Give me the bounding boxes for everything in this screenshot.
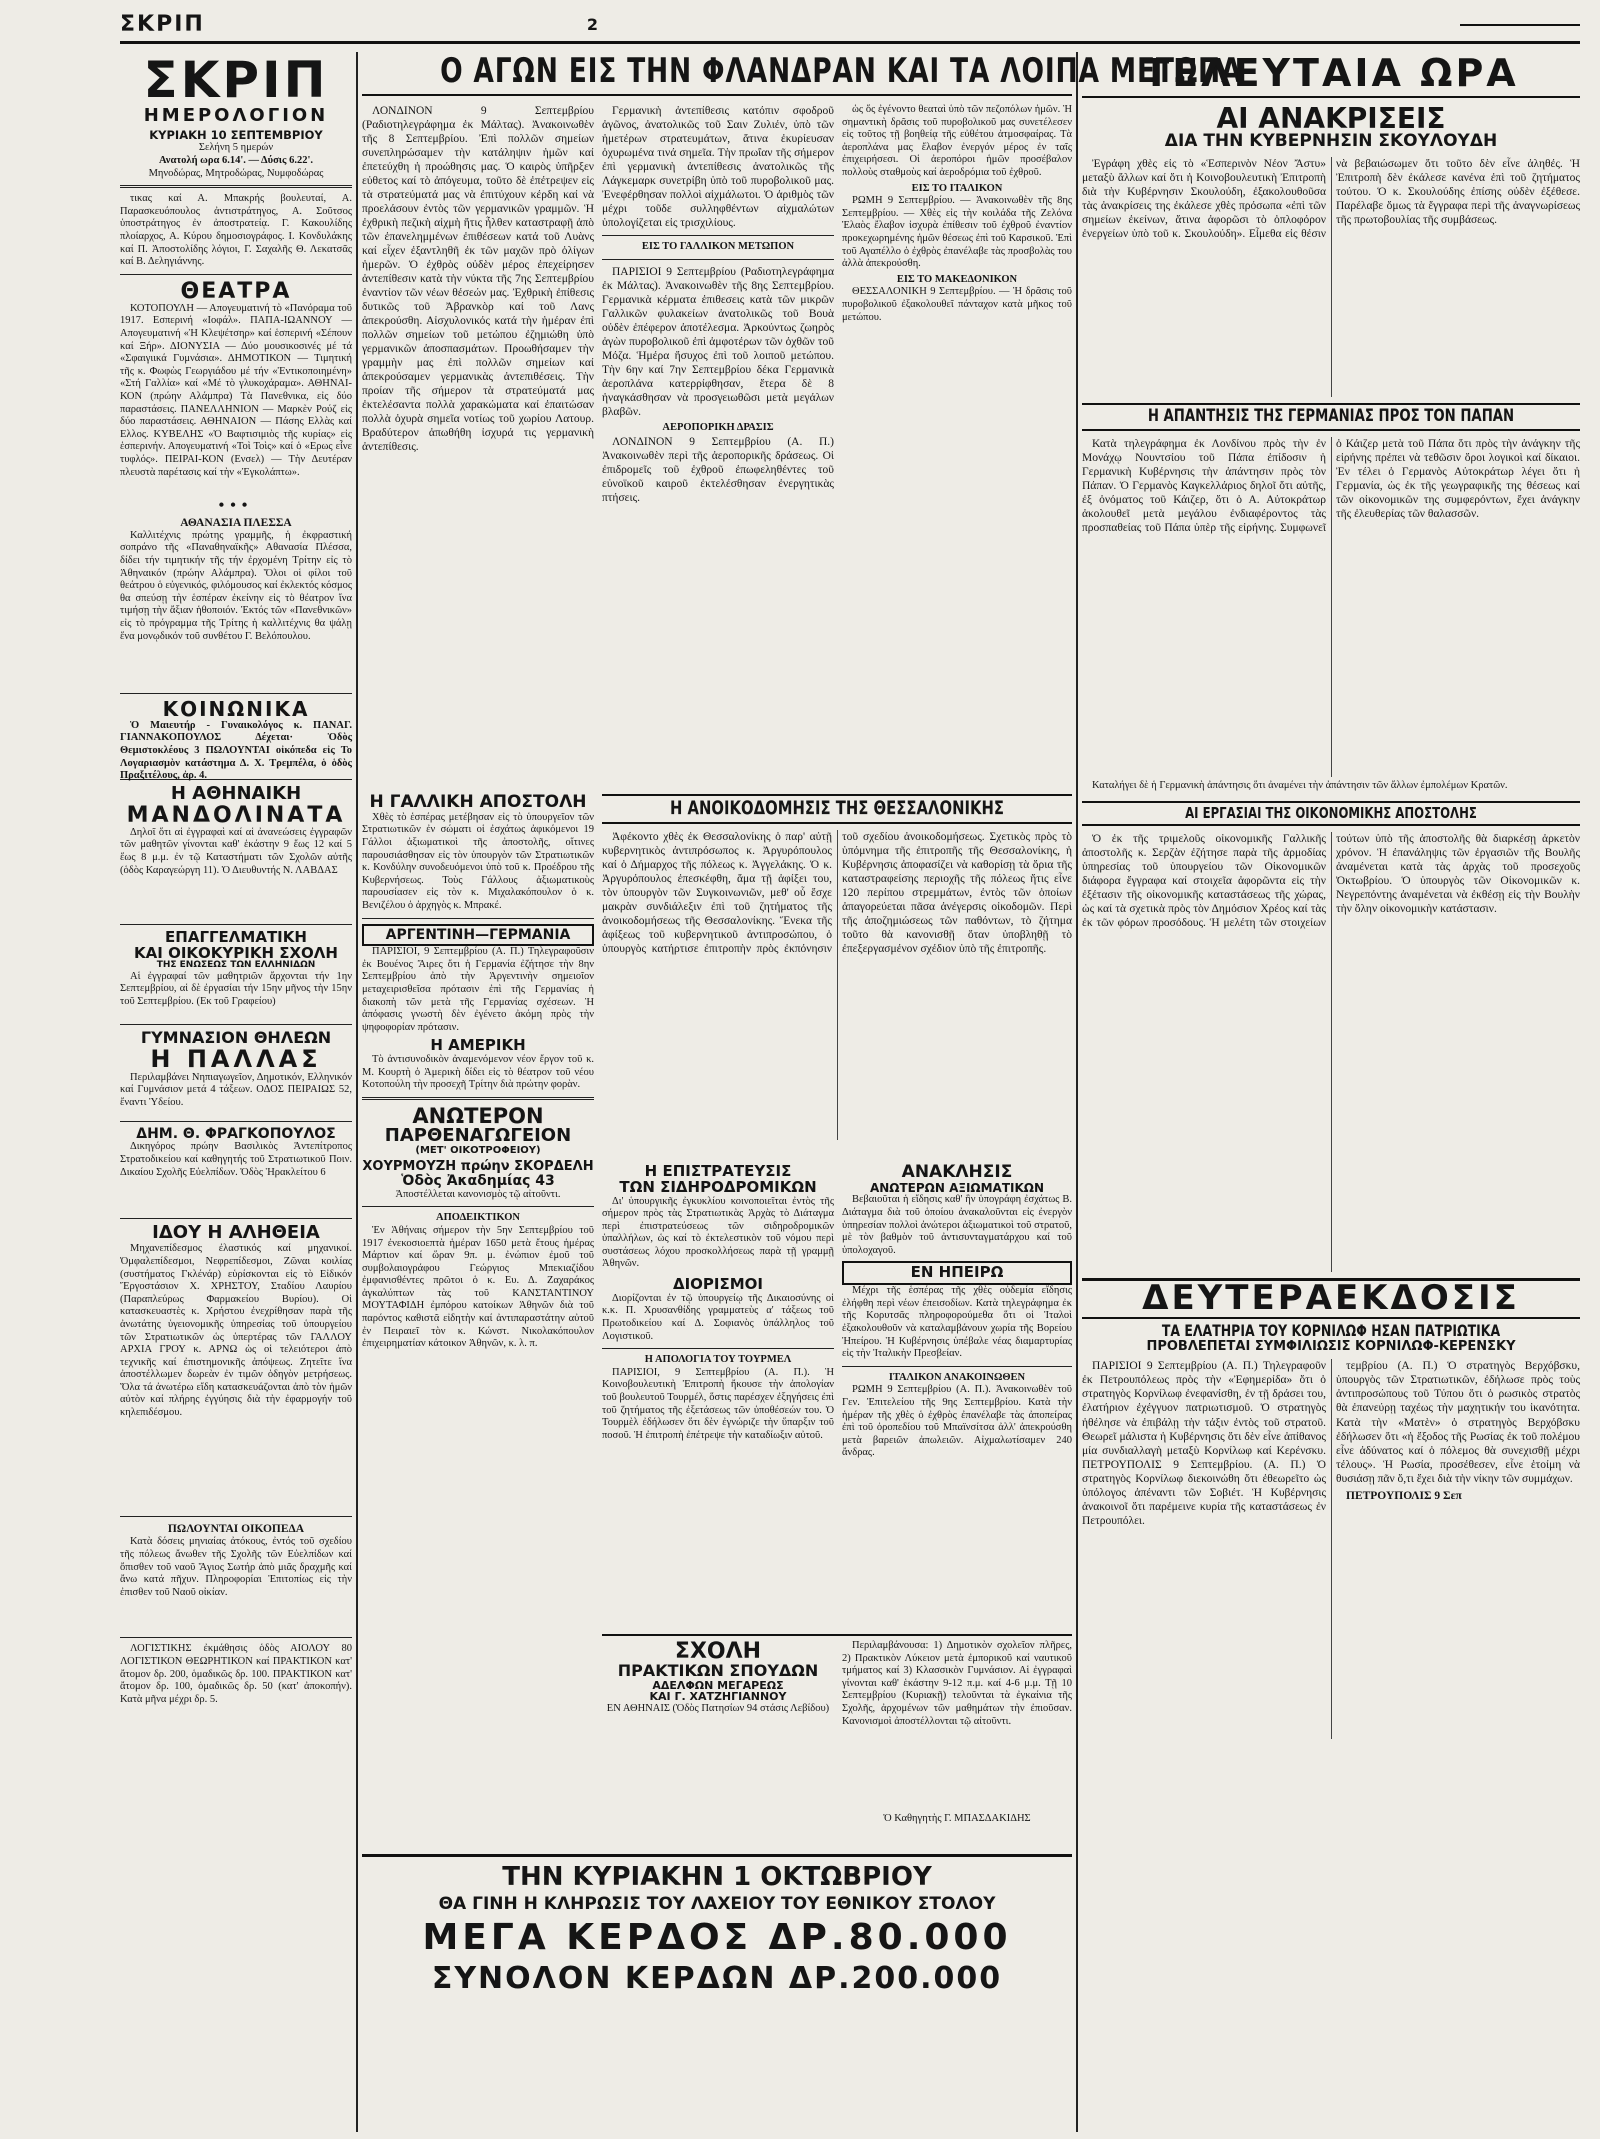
divider [602, 1348, 834, 1349]
macedonia-article: ΘΕΣΣΑΛΟΝΙΚΗ 9 Σεπτεμβρίου. — Ἡ δρᾶσις τοῦ πυροβολικοῦ ἐξακολουθεῖ πάνταχον κατὰ μῆκος τοῦ μετώπου. [842, 286, 1072, 323]
girls-school-heading-4: ΧΟΥΡΜΟΥΖΗ πρώην ΣΚΟΡΔΕΛΗ [362, 1159, 594, 1175]
germany-reply-article: Κατὰ τηλεγράφημα ἐκ Λονδίνου πρὸς τὴν ἐν Μονάχῳ Νουντσίου τοῦ Πάπα ἐπίδοσιν ἡ Γερμανικὴ Κυβέρνησις τὴν ἀπάντησιν πρὸς τὸν Πάπαν. Ὁ Γερμανὸς Καγκελλάριος δηλοῖ ὅτι αὐτῆς, ἐξ ὀνόματος τοῦ Κάιζερ, ὅτι ὁ Α. Αὐτοκράτωρ ἀκολουθεῖ μετὰ μεγάλου ἐνδιαφέροντος τὰς προσπαθείας τοῦ Πάπα ὑπὲρ τῆς εἰρήνης. Συμφωνεῖ ὁ Κάιζερ μετὰ τοῦ Πάπα ὅτι πρὸς τὴν ἀνάγκην τῆς εἰρήνης πρέπει νὰ τεθῶσιν ὅροι λογικοὶ καί δίκαιοι. Ἐν τέλει ὁ Γερμανὸς Αὐτοκράτωρ λέγει ὅτι ἡ Γερμανία, ὡς ἐκ τῆς γεωγραφικῆς της θέσεως καί τῶν οἰκονομικῶν της συμφερόντων, ἔχει ἀνάγκην τῆς ἐλευθερίας τῶν θαλασσῶν. [1082, 437, 1580, 535]
recall-heading-2: ΑΝΩΤΕΡΩΝ ΑΞΙΩΜΑΤΙΚΩΝ [869, 1180, 1045, 1195]
practical-school-heading-4: ΚΑΙ Γ. ΧΑΤΖΗΓΙΑΝΝΟΥ [649, 1690, 787, 1704]
calendar-heading: ΗΜΕΡΟΛΟΓΙΟΝ [143, 104, 329, 126]
finance-mission-article: Ὁ ἐκ τῆς τριμελοῦς οἰκονομικῆς Γαλλικῆς ἀποστολῆς κ. Σερζὰν ἐζήτησε παρὰ τῆς ἁρμοδίας ὑπηρεσίας τοῦ ὑπουργείου τῶν Οἰκονομικῶν διάφορα ἔγγραφα καί στοιχεῖα ἀφορῶντα εἰς τὴν ἐξέτασιν τῆς οἰκονομικῆς καταστάσεως τῆς χώρας, ὡς καί τὰ σχετικὰ πρὸς τὸν Δημόσιον Χρέος καί τὰς ἐκ τῶν φόρων προσόδους. Ἡ μελέτη τῶν στοιχείων τούτων ὑπὸ τῆς ἀποστολῆς θὰ διαρκέσῃ ἀρκετὸν χρόνον. Ἡ ἐπανάληψις τῶν ἐργασιῶν τῆς Βουλῆς ἀναμένεται κατὰ τὰς ἀρχὰς τοῦ προσεχοῦς Ὀκτωβρίου. Ὁ ὑπουργὸς τῶν Οἰκονομικῶν κ. Νεγρεπόντης ἀναμένεται νὰ ἐκθέσῃ εἰς τὴν Βουλὴν τὴν ὅλην οἰκονομικὴν κατάστασιν. [1082, 833, 1580, 930]
turmel-heading: Η ΑΠΟΛΟΓΙΑ ΤΟΥ ΤΟΥΡΜΕΛ [644, 1354, 792, 1366]
germany-reply-heading-text: Η ΑΠΑΝΤΗΣΙΣ ΤΗΣ ΓΕΡΜΑΝΙΑΣ ΠΡΟΣ ΤΟΝ ΠΑΠΑΝ [1147, 406, 1515, 427]
thessaloniki-heading-text: Η ΑΝΟΙΚΟΔΟΜΗΣΙΣ ΤΗΣ ΘΕΣΣΑΛΟΝΙΚΗΣ [669, 797, 1005, 819]
divider [120, 1121, 352, 1122]
war-news-block [362, 104, 1072, 784]
practical-school-heading-2: ΠΡΑΚΤΙΚΩΝ ΣΠΟΥΔΩΝ [617, 1661, 819, 1681]
petrograd-dateline: ΠΕΤΡΟΥΠΟΛΙΣ 9 Σεπ [1346, 1489, 1462, 1502]
railway-block [602, 1164, 834, 1564]
kornilov-heading [1082, 1323, 1580, 1340]
calendar-date: ΚΥΡΙΑΚΗ 10 ΣΕΠΤΕΜΒΡΙΟΥ [149, 128, 323, 143]
gym-paragraph: Περιλαμβάνει Νηπιαγωγεῖον, Δημοτικόν, Ελληνικόν καί Γυμνάσιον μετά 4 τάξεων. ΟΔΟΣ ΠΕΙΡΑΙΩΣ 52, ἔναντι Ὑδείου. [120, 1071, 352, 1108]
last-hour-heading: ΤΕΛΕΥΤΑΙΑ ΩΡΑ [1082, 54, 1580, 98]
turmel-article: ΠΑΡΙΣΙΟΙ, 9 Σεπτεμβρίου (Α. Π.). Ἡ Κοινοβουλευτικὴ Ἐπιτροπὴ ἤκουσε τὴν ἀπολογίαν τοῦ βουλευτοῦ Τουρμέλ, ὅστις παρέσχεν ἐξηγήσεις ἐπὶ τοῦ ζητήματος τῆς ἐξετάσεως τῶν ὑποθέσεών του. Ὁ Τουρμὲλ ἐδήλωσεν ὅτι δὲν ἐγνώριζε τὴν ὕπαρξιν τοῦ ποσοῦ. Ἡ ἐπιτροπὴ ἐπέτρεψε τὴν καταδίωξιν αὐτοῦ. [602, 1366, 834, 1441]
recall-article: Βεβαιοῦται ἡ εἴδησις καθ' ἣν ὑπογράφη ἐσχάτως Β. Διάταγμα διὰ τοῦ ὁποίου ἀνακαλοῦνται εἰς ἐνεργὸν ὑπηρεσίαν πολλοὶ ἀνώτεροι ἀξιωματικοὶ τοῦ στρατοῦ, μὲ τὸν βαθμὸν τοῦ ἀντισυνταγματάρχου καί τοῦ ὑπολοχαγοῦ. [842, 1194, 1072, 1256]
school-paragraph: Αἱ ἐγγραφαί τῶν μαθητριῶν ἄρχονται τήν 1ην Σεπτεμβρίου, αἱ δὲ ἐργασίαι τήν 15ην μῆνος τὴν 15ην τοῦ Σεπτεμβρίου. (Εκ τοῦ Γραφείου) [120, 970, 352, 1007]
epirus-heading: ΕΝ ΗΠΕΙΡΩ [842, 1261, 1072, 1285]
theatre-listings: ΚΟΤΟΠΟΥΛΗ — Απογευματινή τὸ «Πανόραμα τοῦ 1917. Εσπερινή «Ιοφάλ». ΠΑΠΑ-ΙΩΑΝΝΟΥ — Απογευματινή «Ἡ Κλεψέτσηρ» καί ἑσπερινή «Σέπουν καί Ξήρ». ΔΙΟΝΥΣΙΑ — Δύο μουσικοσινές μέ τά «Σφαιγιικά Γυμνάσια». ΔΗΜΟΤΙΚΟΝ — Τιμητική τῆς κ. Φωφὼς Γεωργιάδου μέ τήν «Ἐντικοποιημένη» «Στή Γαλλία» καί «Μέ τὸ γλυκοχάραμα». ΑΘΗΝΑΙ-ΚΟΝ (πρώην Αλάμπρα) Τὰ Πανεθνικα, εἰς δύο παραστάσεις. ΠΑΝΕΛΛΗΝΙΟΝ — Μαρκὲν Ρούζ εἰς δύο παραστάσεις. ΑΘΗΝΑΙΟΝ — Πάσης Ελλὰς καί Ελλος. ΚΥΒΕΛΗΣ «Ὁ Βαφτισιμιὸς τῆς κυρίας» εἰς ἑσπερινήν. Απογευματινή «Τοὶ Τοὶς» καί ὁ «Ερως εἶνε τυφλός». ΠΕΙΡΑΙ-ΚΟΝ (Ενσελ) — Τὴν Δευτέραν πλευστὰ παρέτασις καί τὴν «Ἐγκολάπτω». [120, 302, 352, 478]
plots-paragraph: Κατὰ δόσεις μηνιαίας ἀτόκους, ἐντός τοῦ σχεδίου τῆς πόλεως ἄνωθεν τῆς Σχολῆς τῶν Εὐελπίδων καί ὄπισθεν τοῦ ναοῦ Ἅγιος Σωτήρ ἀπὸ μιᾶς δραχμῆς καί ἄνω κατά πῆχυν. Πληροφορίαι Ἐπιτοπίως εἰς τὴν ἐπισθεν τοῦ Ναοῦ οἰκίαν. [120, 1536, 352, 1598]
school-heading-2: ΚΑΙ ΟΙΚΟΚΥΡΙΚΗ ΣΧΟΛΗ [134, 943, 338, 962]
lottery-ad [362, 1854, 1072, 2004]
column-rule [356, 52, 358, 2132]
italy-article: ΡΩΜΗ 9 Σεπτεμβρίου. — Ἀνακοινωθὲν τῆς 8ης Σεπτεμβρίου. — Χθὲς εἰς τὴν κοιλάδα τῆς Ζελόνα Ἐλαὸς ἔλαβον ἰσχυρὰ ἐπίθεσιν τοῦ ἐχθροῦ ἐναντίον προκεχωρημένης ἡμῶν θέσεως ἐπὶ τοῦ Καρσικοῦ. Ἐπὶ τοῦ Αγαπέλλο ὁ ἐχθρὸς ἐπανέλαβε τὰς προσβολὰς του ἀλλὰ ἀπεκρούσθη. [842, 195, 1072, 270]
recall-block [842, 1164, 1072, 1624]
finance-mission-heading [1082, 801, 1580, 827]
germany-reply-article-cont: Καταλήγει δὲ ἡ Γερμανικὴ ἀπάντησις ὅτι ἀναμένει τὴν ἀπάντησιν τῶν ἄλλων ἐμπολέμων Κρατῶν. [1092, 779, 1508, 791]
girls-school-heading-1: ΑΝΩΤΕΡΟΝ [412, 1103, 544, 1128]
deed-paragraph: Ἐν Ἀθήναις σήμερον τὴν 5ην Σεπτεμβρίου τοῦ 1917 ἐνεκοσιοεπτὰ ἡμέραν 1650 μετὰ ἔτους ἡμέρας Μάρτιον καί ὥραν 9π. μ. ἐνώπιον ἐμοῦ τοῦ συμβολαιογράφου Γεώργιος Μπεκιαζίδου ἐμφανισθέντες πρῶτοι ὁ κ. Ευ. Δ. Ζαχαράκος ἀγκαλύπτων τὰς τοῦ ΚΑΝΣΤΑΝΤΙΝΟΥ ΜΟΥΤΑΦΙΔΗ ἐμπόρου κατοίκων Ἀθηνῶν διὰ τοῦ παρόντος καθιστᾶ εἰδητὴν καί ἀντιπαραστάτην αὐτοῦ ἐν Πειραιεῖ τὸν κ. Κώνστ. Νικολακόπουλον ἐπιχειρηματίαν κάτοικον Ἀθηνῶν, κ. λ. π. [362, 1224, 594, 1350]
thessaloniki-block [602, 794, 1072, 1154]
thessaloniki-heading [602, 794, 1072, 824]
lottery-prize: ΜΕΓΑ ΚΕΡΔΟΣ ΔΡ.80.000 [422, 1916, 1012, 1958]
divider [602, 235, 834, 236]
practical-school-sign: Ὁ Καθηγητὴς Γ. ΜΠΑΣΔΑΚΙΔΗΣ [883, 1813, 1031, 1824]
names-paragraph: τικας καί Α. Μπακρής βουλευταί, Α. Παρασκευόπουλος ἀντιστράτηγος, Α. Σοῦτσος ὑποστράτηγος ἐν ἀποστρατείᾳ. Γ. Κακουλίδης πλοίαρχος, Α. Κύρου δημοσιογράφος. Ι. Κονδυλάκης καί Π. Ἀποστολίδης λόγιοι, Γ. Σαχαλῆς Θ. Λεκατσᾶς καί Β. Δεληγιάννης. [120, 193, 352, 268]
girls-school-heading-3: (ΜΕΤ' ΟΙΚΟΤΡΟΦΕΙΟΥ) [415, 1144, 541, 1156]
flanders-column [362, 104, 594, 784]
divider [120, 693, 352, 694]
mandolin-heading-1: Η ΑΘΗΝΑΙΚΗ [170, 782, 302, 804]
aegean-article: ὡς ὅς ἐγένοντο θεαταὶ ὑπὸ τῶν πεζοπόλων ἡμῶν. Ἡ σημαντικὴ δρᾶσις τοῦ πυροβολικοῦ μας συνετέλεσεν εἰς τοῦτος τῇ βοηθείᾳ τῆς εὐθέτου ἀτμοσφαίρας. Τὰ ἀεροπλάνα μας ἔλαβον ἐνεργόν μέρος ἐν ταῖς ἐπιχειρήσεσι. Οἱ ἀεροπόροι ἡμῶν προσέβαλον πολλοὺς σταθμοὺς καί ἀεροδρόμια τοῦ ἐχθροῦ. [842, 104, 1072, 178]
girls-school-note: Ἀποστέλλεται κανονισμὸς τῷ αἰτοῦντι. [395, 1188, 561, 1200]
calendar-sun: Ανατολή ωρα 6.14'. — Δύσις 6.22'. [158, 155, 314, 166]
america-article: Τὸ ἀντισυνοδικὸν ἀναμενόμενον νέον ἔργον τοῦ κ. Μ. Κουρτὴ ὁ Ἀμερικὴ δίδει εἰς τὸ θέατρον τοῦ νέου Κοτοπούλη τὴν προσεχῆ Τρίτην διὰ πρώτην φορὰν. [362, 1054, 594, 1091]
inquiries-article: Ἐγράφη χθὲς εἰς τὸ «Ἑσπερινὸν Νέον Ἄστυ» μεταξὺ ἄλλων καί ὅτι ἡ Κοινοβουλευτικὴ Ἐπιτροπὴ διὰ τὴν Κυβέρνησιν Σκουλούδη, ἐξακολουθοῦσα τὰς ἀνακρίσεις της ἐκάλεσε χθὲς πρόσωπα «ἐπὶ τῶν σημείων ἐκείνων, ἅτινα ἀφορῶσι τὸ ὁπλοφόρον ἐνεργείων ὑπὸ τοῦ κ. Σκουλούδη». Εἶμεθα εἰς θέσιν νὰ βεβαιώσωμεν ὅτι τοῦτο δὲν εἶνε ἀληθές. Ἡ Ἐπιτροπὴ δὲν ἐκάλεσε κανένα ἐπὶ τοῦ ζητήματος τούτου. Ὁ κ. Σκουλούδης ἐπίσης οὐδὲν ἐξέθεσε. Παρέλαβε ὅμως τὰ ἔγγραφα περὶ τῆς ἀναγνωρίσεως τῆς πρωτοβουλίας τῆς συμβάσεως. [1082, 158, 1580, 241]
divider [120, 1516, 352, 1517]
argentina-article: ΠΑΡΙΣΙΟΙ, 9 Σεπτεμβρίου (Α. Π.) Τηλεγραφοῦσιν ἐκ Βουένος Ἄιρες ὅτι ἡ Γερμανία ἐζήτησε τὴν 8ην Σεπτεμβρίου ἀπὸ τὴν Ἀργεντινὴν σημειοῖον μεταχειρισθεῖσα πρότασιν ἐπὶ τῆς Γερμανίας ἡ διακοπὴ τῶν μετὰ τῆς Γερμανίας σχέσεων. Ἡ ἀπόφασις γνωστὴ δὲν ἐγένετο ἀκόμη πρὸς τὴν ψηφοφορίαν πρότασιν. [362, 946, 594, 1033]
kornilov-subheading: ΠΡΟΒΛΕΠΕΤΑΙ ΣΥΜΦΙΛΙΩΣΙΣ ΚΟΡΝΙΛΩΦ-ΚΕΡΕΝΣΚΥ [1146, 1338, 1516, 1354]
mandolin-heading-2: ΜΑΝΔΟΛΙΝΑΤΑ [126, 802, 346, 828]
divider [362, 1206, 594, 1207]
kornilov-article [1082, 1359, 1580, 1739]
recall-heading-1: ΑΝΑΚΛΗΣΙΣ [901, 1162, 1013, 1182]
macedonia-heading: ΕΙΣ ΤΟ ΜΑΚΕΔΟΝΙΚΟΝ [896, 273, 1018, 285]
flanders-banner [362, 51, 1243, 96]
practical-school-heading-3: ΑΔΕΛΦΩΝ ΜΕΓΑΡΕΩΣ [652, 1678, 784, 1692]
kornilov-article-2: τεμβρίου (Α. Π.) Ὁ στρατηγὸς Βερχόβσκυ, ὑπουργὸς τῶν Στρατιωτικῶν, ἐδήλωσε πρὸς τοὺς ἀντιπροσώπους τοῦ Τύπου ὅτι ὁ ρωσικὸς στρατὸς θὰ ἐπανεύρῃ ταχέως τὴν μαχητικήν του ἱκανότητα. Κατὰ τὴν «Ματὲν» ὁ στρατηγὸς Βερχόβσκυ ἐδήλωσεν ὅτι «ἡ ἔξοδος τῆς Ρωσίας ἐκ τοῦ πολέμου εἶνε ἀδύνατος καί ὁ πόλεμος θὰ συνεχισθῇ μέχρι τέλους». Ἡ Ρωσία, προσέθεσεν, εἶνε ἑτοίμη νὰ θυσιάσῃ πᾶν ὅ,τι ἔχει διὰ τὴν νίκην τῶν συμμάχων. [1336, 1360, 1580, 1485]
practical-school-ad [602, 1634, 1072, 1844]
divider [120, 924, 352, 925]
appointments-article: Διορίζονται ἐν τῷ ὑπουργείῳ τῆς Δικαιοσύνης οἱ κ.κ. Π. Χρυσανθίδης γραμματεὺς α' τάξεως τοῦ Πρωτοδικείου καί Δ. Σοφιανὸς ὑπάλληλος τοῦ Λογιστικοῦ. [602, 1292, 834, 1342]
gym-heading-2: Η ΠΑΛΛΑΣ [150, 1044, 322, 1073]
air-heading: ΑΕΡΟΠΟΡΙΚΗ ΔΡΑΣΙΣ [662, 421, 774, 433]
left-column [120, 51, 353, 2134]
flanders-article: ΛΟΝΔΙΝΟΝ 9 Σεπτεμβρίου (Ραδιοτηλεγράφημα ἐκ Μάλτας). Ἀνακοινωθὲν τῆς 8 Σεπτεμβρίου. Ἐπὶ πολλῶν σημείων συνεπληρώσαμεν τὴν κατάληψιν ἡμῶν καί ἐπετεύχθη ἡ προώθησις μας. Ὁ καιρὸς ὑπῆρξεν εὐθετος καί τὸ ἀπόγευμα, τοῦτο δὲ ἐπέτρεψεν εἰς τὰ στρατεύματά μας νὰ ἐπιτύχουν κέρδη καί νὰ προελάσουν ἐντὸς τῶν γερμανικῶν γραμμῶν. Ἡ ἐχθρικὴ πεζικὴ αἰχμὴ ἥτις ἦλθεν καταστραφῇ ἀπὸ τῶν ἐπανελημμένων ἐπιθέσεων κατά τοῦ Λυὰνς καί εἶχεν ἐξαντληθῆ ἐκ τῶν μαχῶν πρὸ ὀλίγων ἡμερῶν. Ὁ ἐχθρὸς οὐδὲν μέρος ἐπεχείρησεν ἀντεπίθεσιν κατὰ τὴν νύκτα τῆς 7ης Σεπτεμβρίου ἐναντίον τῶν νέων θέσεών μας. Ἐχθρικὴ ἐπίθεσις δυτικῶς τοῦ Ἀβρανκὸρ καί τοῦ Λανς ἀπεκρούσθη. Αἰσχυλονικός κατά τὴν ἡμέραν ἐπὶ πολλῶν σημείων τοῦ μετώπου ἐζημιώθη ὑπὸ γερμανικῶν ἀποσπασμάτων. Προωθήσαμεν τὴν γραμμὴν μας ἐπὶ πολλῶν σημείων καί ἀπεκρούσαμεν γερμανικὰς ἀντεπιθέσεις. Τὴν προίαν τῆς σήμερον τὰ στρατεύματά μας ἐκτελέσαντα πολλὰ χαρακώματα καί ἐπαιτώσαν πολλὰ ὀχυρὰ σημεῖα νοτίως τοῦ χωρίου Λατουρ. Βραδύτερον ἀπωθήθη ἰσχυρά τις γερμανικὴ ἀντεπίθεσις. [362, 105, 594, 454]
french-mission-article: Χθὲς τὸ ἑσπέρας μετέβησαν εἰς τὸ ὑπουργεῖον τῶν Στρατιωτικῶν ἐν σώματι οἱ ἐσχάτως ἀφικόμενοι 19 Γάλλοι ἀξιωματικοὶ τῆς ἀποστολῆς, οἵτινες παρουσιάσθησαν εἰς τὸν ὑπουργὸν τῶν Στρατιωτικῶν κ. Κονδύλην συνοδευόμενοι ὑπὸ τοῦ κ. Προέδρου τῆς Κυβερνήσεως. Τοὺς Γάλλους ἀξιωματικοὺς παρουσίασεν εἰς τὸν κ. Μιχαλακόπουλον ὁ κ. Βενιζέλου ὁ ἀρχηγὸς κ. Μπρακέ. [362, 811, 594, 911]
running-title: ΣΚΡΙΠ [120, 11, 205, 37]
divider [362, 1097, 594, 1100]
italian-communique-heading: ΙΤΑΛΙΚΟΝ ΑΝΑΚΟΙΝΩΘΕΝ [888, 1371, 1026, 1383]
doctor-heading: ΔΗΜ. Θ. ΦΡΑΓΚΟΠΟΥΛΟΣ [136, 1125, 336, 1142]
lottery-total: ΣΥΝΟΛΟΝ ΚΕΡΔΩΝ ΔΡ.200.000 [431, 1960, 1003, 1996]
theatre-heading: ΘΕΑΤΡΑ [180, 278, 292, 304]
header-rule [1460, 24, 1580, 26]
divider [120, 274, 352, 275]
right-column [1082, 51, 1580, 2134]
girls-school-heading-2: ΠΑΡΘΕΝΑΓΩΓΕΙΟΝ [384, 1125, 572, 1147]
italian-communique-article: ΡΩΜΗ 9 Σεπτεμβρίου (Α. Π.). Ἀνακοινωθὲν τοῦ Γεν. Ἐπιτελείου τῆς 9ης Σεπτεμβρίου. Κατὰ τὴν ἡμέραν τῆς χθὲς ὁ ἐχθρὸς ἐπανέλαβε τὰς ἀποπείρας ἐπὶ τοῦ ὀροπεδίου τοῦ Μπαϊνσίτσα ἀλλ' ἀπεκρούσθη μετὰ βαρειῶν ἀπωλειῶν. Αἰχμαλωτίσαμεν 240 ἄνδρας. [842, 1384, 1072, 1459]
inquiries-heading: ΑΙ ΑΝΑΚΡΙΣΕΙΣ [1216, 101, 1446, 135]
finance-mission-heading-text: ΑΙ ΕΡΓΑΣΙΑΙ ΤΗΣ ΟΙΚΟΝΟΜΙΚΗΣ ΑΠΟΣΤΟΛΗΣ [1185, 803, 1477, 822]
calendar-moon: Σελήνη 5 ημερών [198, 142, 274, 154]
railway-heading-1: Η ΕΠΙΣΤΡΑΤΕΥΣΙΣ [644, 1162, 792, 1180]
appointments-heading: ΔΙΟΡΙΣΜΟΙ [672, 1275, 764, 1294]
kornilov-heading-text: ΤΑ ΕΛΑΤΗΡΙΑ ΤΟΥ ΚΟΡΝΙΛΩΦ ΗΣΑΝ ΠΑΤΡΙΩΤΙΚΑ [1161, 1321, 1501, 1340]
society-paragraph: Ὁ Μαιευτήρ - Γυναικολόγος κ. ΠΑΝΑΓ. ΓΙΑΝΝΑΚΟΠΟΥΛΟΣ Δέχεται· Ὁδὸς Θεμιστοκλέους 3 ΠΩΛΟΥΝΤΑΙ οἰκόπεδα εἰς Το Λογαριασμὸν κατάστημα Δ. Χ. Τρεμπέλα, ὁ ὁδὸς Πραξιτέλους, ἀρ. 4. [120, 719, 352, 782]
doctor-paragraph: Δικηγόρος πρώην Βασιλικὸς Ἀντεπίτροπος Στρατοδικείου καί καθηγητής τοῦ Στρατιωτικοῦ Ποιν. Δικαίου Σχολῆς Εὐελπίδων. Ὁδὸς Ἡρακλείτου 6 [120, 1141, 352, 1178]
divider [362, 918, 594, 919]
page-number: 2 [586, 14, 598, 34]
school-heading-3: ΤΗΣ ΕΝΩΣΕΩΣ ΤΩΝ ΕΛΛΗΝΙΔΩΝ [156, 960, 316, 971]
practical-school-text: Περιλαμβάνουσα: 1) Δημοτικὸν σχολεῖον πλῆρες, 2) Πρακτικὸν Λύκειον μετὰ ἐμπορικοῦ καί ναυτικοῦ τμήματος καί 3) Κλασσικὸν Γυμνάσιον. Αἱ ἐγγραφαὶ γίνονται καθ' ἑκάστην 9-12 π.μ. καί 4-6 μ.μ. Τῇ 10 Σεπτεμβρίου (Κυριακῇ) τελοῦνται τὰ ἐγκαίνια τῆς Σχολῆς, ἀρχομένων τῶν μαθημάτων τὴν ἐπιοῦσαν. Κανονισμοὶ ἀποστέλλονται τῷ αἰτοῦντι. [842, 1640, 1072, 1727]
gaul-article: ΠΑΡΙΣΙΟΙ 9 Σεπτεμβρίου (Ραδιοτηλεγράφημα ἐκ Μάλτας). Ἀνακοινωθὲν τῆς 8ης Σεπτεμβρίου. Γερμανικὰ κέρματα ἐπιθεσεις κατὰ τῶν μικρῶν Γαλλικῶν φυλακείων ἀνατολικῶς τοῦ Βουὰ οὐδὲν ἐπέφερον ἀποτέλεσμα. Ἀρκούντως ζωηρὸς ἀγὼν πυροβολικοῦ ἐπὶ ἀμφοτέρων τῶν ὀχθῶν τοῦ Μόζα. Ἡμέρα ἥσυχος ἐπὶ τοῦ λοιποῦ μετώπου. Τὴν 6ην καί 7ην Σεπτεμβρίου δέκα Γερμανικὰ ἀεροπλάνα κατερρίφθησαν, ἕτερα δὲ 8 ἠναγκάσθησαν νὰ προσγειωθῶσι μετὰ μεγάλων βλαβῶν. [602, 265, 834, 418]
skrip-title: ΣΚΡΙΠ [143, 51, 329, 109]
french-mission-heading: Η ΓΑΛΛΙΚΗ ΑΠΟΣΤΟΛΗ [369, 792, 587, 812]
accounting-paragraph: ΛΟΓΙΣΤΙΚΗΣ ἐκμάθησις ὁδὸς ΑΙΟΛΟΥ 80 ΛΟΓΙΣΤΙΚΟΝ ΘΕΩΡΗΤΙΚΟΝ καί ΠΡΑΚΤΙΚΟΝ κατ' ἄτομον δρ. 200, ὁμαδικῶς δρ. 100. ΠΡΑΚΤΙΚΟΝ κατ' ἄτομον δρ. 100, ὁμαδικῶς δρ. 50 (κατ' ἀποκοπήν). Κατὰ μῆνα μέχρι δρ. 5. [120, 1643, 352, 1705]
plots-heading: ΠΩΛΟΥΝΤΑΙ ΟΙΚΟΠΕΔΑ [167, 1523, 305, 1536]
truth-paragraph: Μηχανεπίδεσμος ἐλαστικός καί μηχανικοί. Ὀμφαλεπίδεσμοι, Νεφρεπίδεσμοι, Ζῶναι κοιλίας (συστήματος Γκλένάρ) εὑρίσκονται εἰς τὸ Εἰδικόν Ἔργοστάσιον Χ. ΧΡΗΣΤΟΥ, Σταδίου Λαυρίου (Παραπλεύρως Φαρμακείου Βυρίου). Οἱ κατασκευαστὲς κ. Χρήστου ἐνεχρίθησαν παρὰ τῆς ἀνωτάτης ὑγειονομικῆς ὑπηρεσίας τοῦ ὑπουργείου τῶν Στρατιωτικῶν ὡς ὑπερτέρας τῶν ΓΑΛΛΟΥ ΑΡΧΙΑ ΓΡΟΥ κ. ΑΡΝΩ ὡς οἱ τελειότεροι ἀπὸ τεχνικῆς καί ἐπιστημονικῆς ἀπόψεως. Ζητεῖτε ἵνα ἀποστέλλωμεν δωρεὰν ἐν τιμῶν ὁδηγὸν μετρήσεως. Ὅλα τά ἀνωτέρω εἴδη κατασκευάζονται ἀπὸ τὸν ἡμῶν αὐτὸν καί πλήρης ἐγγύησις διὰ τὴν ἐφαρμογήν τοῦ κηλεπιδέσμου. [120, 1243, 352, 1419]
fronts-column [842, 104, 1072, 784]
practical-school-left [602, 1640, 834, 1840]
practical-school-address: ΕΝ ΑΘΗΝΑΙΣ (Ὁδὸς Πατησίων 94 στάσις Λεβίδου) [606, 1702, 830, 1714]
practical-school-heading-1: ΣΧΟΛΗ [674, 1639, 762, 1664]
school-heading-1: ΕΠΑΓΓΕΛΜΑΤΙΚΗ [165, 927, 307, 946]
calendar-saints: Μηνοδώρας, Μητροδώρας, Νυμφοδώρας [148, 167, 324, 179]
deed-heading: ΑΠΟΔΕΙΚΤΙΚΟΝ [436, 1212, 520, 1224]
divider [120, 185, 352, 188]
railway-article: Δι' ὑπουργικῆς ἐγκυκλίου κοινοποιεῖται ἐντὸς τῆς σήμερον πρὸς τὰς Στρατιωτικὰς Ἀρχὰς τὸ Διάταγμα περὶ ἐπιστρατεύσεως τῶν σιδηροδρομικῶν ὑπαλλήλων, ὡς καί τὸ ἐκτελεστικὸν τοῦ νόμου περὶ συστάσεως λόχου προσκολλήσεως παρὰ τῇ γραμμῇ Ἀθηνῶν. [602, 1195, 834, 1270]
ornament: ••• [218, 496, 254, 514]
lottery-date: ΤΗΝ ΚΥΡΙΑΚΗΝ 1 ΟΚΤΩΒΡΙΟΥ [502, 1862, 932, 1892]
divider [842, 1366, 1072, 1367]
lottery-subtitle: ΘΑ ΓΙΝΗ Η ΚΛΗΡΩΣΙΣ ΤΟΥ ΛΑΧΕΙΟΥ ΤΟΥ ΕΘΝΙΚΟΥ ΣΤΟΛΟΥ [438, 1893, 996, 1914]
argentina-heading: ΑΡΓΕΝΤΙΝΗ—ΓΕΡΜΑΝΙΑ [362, 924, 594, 947]
thessaloniki-article: Ἀφέκοντο χθὲς ἐκ Θεσσαλονίκης ὁ παρ' αὐτῇ κυβερνητικὸς ἀντιπρόσωπος κ. Ἀργυρόπουλος καί ὁ Δήμαρχος τῆς πόλεως κ. Ἀγγελάκης. Ὁ κ. Ἀργυρόπουλος ἐπεσκέφθη, ἅμα τῇ ἀφίξει του, τὸν ὑπουργὸν τῶν Συγκοινωνιῶν, μεθ' οὗ ἔσχε μακρὰν συνδιάλεξιν ἐπὶ τοῦ ζητήματος τῆς ἀνοικοδομήσεως τῆς Θεσσαλονίκης. Ἕνεκα τῆς ἀφίξεως τοῦ κυβερνητικοῦ ἀντιπροσώπου, ὁ ὑπουργὸς κατήρτισε ἐπιτροπὴν πρὸς ἐκπόνησιν τοῦ σχεδίου ἀνοικοδομήσεως. Σχετικὸς πρὸς τὸ ὑπόμνημα τῆς ἐπιτροπῆς τῆς Θεσσαλονίκης, ἡ Κυβέρνησις ἀποφασίζει νὰ καθορίσῃ τὰ ὅρια τῆς καταστραφείσης περιοχῆς τῆς πόλεως ἥτις εἶνε 120 περίπου στρεμμάτων, ἐντὸς τῶν ὁποίων ἀπαγορεύεται πᾶσα ἀνέγερσις οἰκοδομῶν. Περὶ τῆς ἀποζημιώσεως τῶν παθόντων, τὸ ζήτημα τοῦτο θὰ κανονισθῇ ὅταν ὑποβληθῇ τὸ ἐπεξεργασμένον σχέδιον ὑπὸ τῆς ἐπιτροπῆς. [602, 830, 1072, 956]
italy-heading: ΕΙΣ ΤΟ ΙΤΑΛΙΚΟΝ [911, 182, 1003, 194]
divider [120, 1024, 352, 1025]
germany-reply-heading [1082, 403, 1580, 431]
divider [120, 1218, 352, 1219]
gym-heading-1: ΓΥΜΝΑΣΙΟΝ ΘΗΛΕΩΝ [140, 1027, 332, 1047]
society-heading: ΚΟΙΝΩΝΙΚΑ [162, 696, 310, 721]
page-header [120, 8, 1580, 44]
flanders-banner-text: Ο ΑΓΩΝ ΕΙΣ ΤΗΝ ΦΛΑΝΔΡΑΝ ΚΑΙ ΤΑ ΛΟΙΠΑ ΜΕΤΩΠΑ [440, 51, 1243, 91]
divider [602, 259, 834, 260]
railway-heading-2: ΤΩΝ ΣΙΔΗΡΟΔΡΟΜΙΚΩΝ [619, 1177, 817, 1196]
practical-school-right [842, 1640, 1072, 1840]
column-rule [1076, 52, 1078, 2132]
air-article: ΛΟΝΔΙΝΟΝ 9 Σεπτεμβρίου (Α. Π.) Ἀνακοινωθὲν περὶ τῆς ἀεροπορικῆς δράσεως. Οἱ ἐπιδρομεῖς τοῦ ἐχθροῦ ἐπωφεληθέντες τοῦ εὐνοϊκοῦ καιροῦ ἐκτελέσθησαν ἐνεργητικὰς πτήσεις. [602, 435, 834, 504]
truth-heading: ΙΔΟΥ Η ΑΛΗΘΕΙΑ [152, 1222, 320, 1244]
america-heading: Η ΑΜΕΡΙΚΗ [430, 1036, 526, 1055]
obit-name: ΑΘΑΝΑΣΙΑ ΠΛΕΣΣΑ [180, 516, 292, 529]
divider [120, 1637, 352, 1638]
inquiries-subheading: ΔΙΑ ΤΗΝ ΚΥΒΕΡΝΗΣΙΝ ΣΚΟΥΛΟΥΔΗ [1164, 131, 1498, 152]
gaul-heading: ΕΙΣ ΤΟ ΓΑΛΛΙΚΟΝ ΜΕΤΩΠΟΝ [641, 241, 795, 253]
mandolin-paragraph: Δηλοῖ ὅτι αἱ ἐγγραφαὶ καί αἱ ἀνανεώσεις ἐγγραφῶν τῶν μαθητῶν γίνονται καθ' ἑκάστην 9 ἕως 12 καί 5 ἕως 8 μ.μ. ἐν τῷ Καταστήματι τῶν Σχολῶν αὐτῆς (ὁδὸς Καραγεώργη 11). Ὁ Διευθυντής Ν. ΛΑΒΔΑΣ [120, 826, 352, 876]
gaul-column [602, 104, 834, 784]
flanders-article-cont: Γερμανικὴ ἀντεπίθεσις κατόπιν σφοδροῦ ἀγῶνος, ἀνατολικῶς τοῦ Σαιν Ζυλιέν, ὑπὸ τῶν ἡμετέρων στρατευμάτων, ἅτινα ἐκυρίευσαν ὀχυρωμένα τινά σημεῖα. Τὴν πρωΐαν τῆς σήμερον ἐπὶ γερμανικὴ ἀντεπίθεσις ἀνατολικῶς τῆς Λάγκεμαρκ συνετρίβη ὑπὸ τοῦ πυροβολικοῦ μας. Ἐνεφέρθησαν πολλοὶ αἰχμάλωτοι. Ὁ ἀριθμὸς τῶν μέχρι τοῦδε συλληφθέντων αἰχμαλώτων ὑπολογίζεται εἰς τρισχιλίους. [602, 105, 834, 230]
epirus-article: Μέχρι τῆς ἑσπέρας τῆς χθὲς οὐδεμία εἴδησις ἐλήφθη περὶ νέων ἐπεισοδίων. Κατὰ τηλεγράφημα ἐκ τῆς Κορυτσᾶς πληροφορούμεθα ὅτι οἱ Ἰταλοὶ ἐξακολουθοῦν νὰ καταλαμβάνουν χωρία τῆς Βορείου Ἠπείρου. Ἡ Κυβέρνησις ὑπέβαλε νέας διαμαρτυρίας εἰς τὴν Ἰταλικὴν Πρεσβείαν. [842, 1285, 1072, 1360]
second-edition-heading: ΔΕΥΤΕΡΑΕΚΔΟΣΙΣ [1082, 1278, 1580, 1319]
girls-school-address: Ὁδὸς Ἀκαδημίας 43 [401, 1173, 555, 1190]
obit-paragraph: Καλλιτέχνις πρώτης γραμμῆς, ἡ ἐκφραστική σοπράνο τῆς «Παναθηναϊκῆς» Αθανασία Πλέσσα, δίδει τήν τιμητικήν τῆς τήν ἐρχομένη Τρίτην εἰς τὸ Ἀθηναικόν (πρώην Αλάμπρα). Ὅλοι οἱ φίλοι τοῦ θεάτρου ὁ εὐγενικός, φιλόμουσος καί ἐκλεκτός κόσμος θα σπεύσῃ τὴν ἑσπέραν ἐκείνην εἰς τὸ θέατρον ἵνα τιμήσῃ τὴν ἄξιαν ἡθοποιόν. Ἐκτός τῶν «Πανεθνικῶν» εἰς τὸ πρόγραμμα τῆς Τρίτης ἡ καλλιτέχνις θα ψάλῃ ἕνα μονῳδικόν τοῦ συνθέτου Γ. Βελόπουλου. [120, 529, 353, 642]
kornilov-article-1: ΠΑΡΙΣΙΟΙ 9 Σεπτεμβρίου (Α. Π.) Τηλεγραφοῦν ἐκ Πετρουπόλεως πρὸς τὴν «Ἐφημερίδα» ὅτι ὁ στρατηγὸς Κορνίλωφ ἐνεφανίσθη, ἐν τῇ δράσει του, ἐλατήριον ἐχέγγυον πατριωτισμοῦ. Ὁ στρατηγὸς ἠθέλησε νὰ ἐπιβάλῃ τὴν τάξιν ἐντὸς τοῦ στρατοῦ. Θεωρεῖ μάλιστα ἡ Κυβέρνησις ὅτι δὲν εἶνε ἀπίθανος μία συνδιαλλαγὴ μεταξὺ Κορνίλωφ καί Κερένσκυ. ΠΕΤΡΟΥΠΟΛΙΣ 9 Σεπτεμβρίου. (Α. Π.) Ὁ στρατηγὸς Κορνίλωφ διεκοινώθη ὅτι ἐθεωρεῖτο ὡς ὑπόλογος ἀπέναντι τῶν Σοβιέτ. Ἡ Κυβέρνησις ἀνακοινοῖ ὅτι παρέμεινε κυρία τῆς καταστάσεως ἐν Πετρουπόλει. [1082, 1360, 1326, 1527]
